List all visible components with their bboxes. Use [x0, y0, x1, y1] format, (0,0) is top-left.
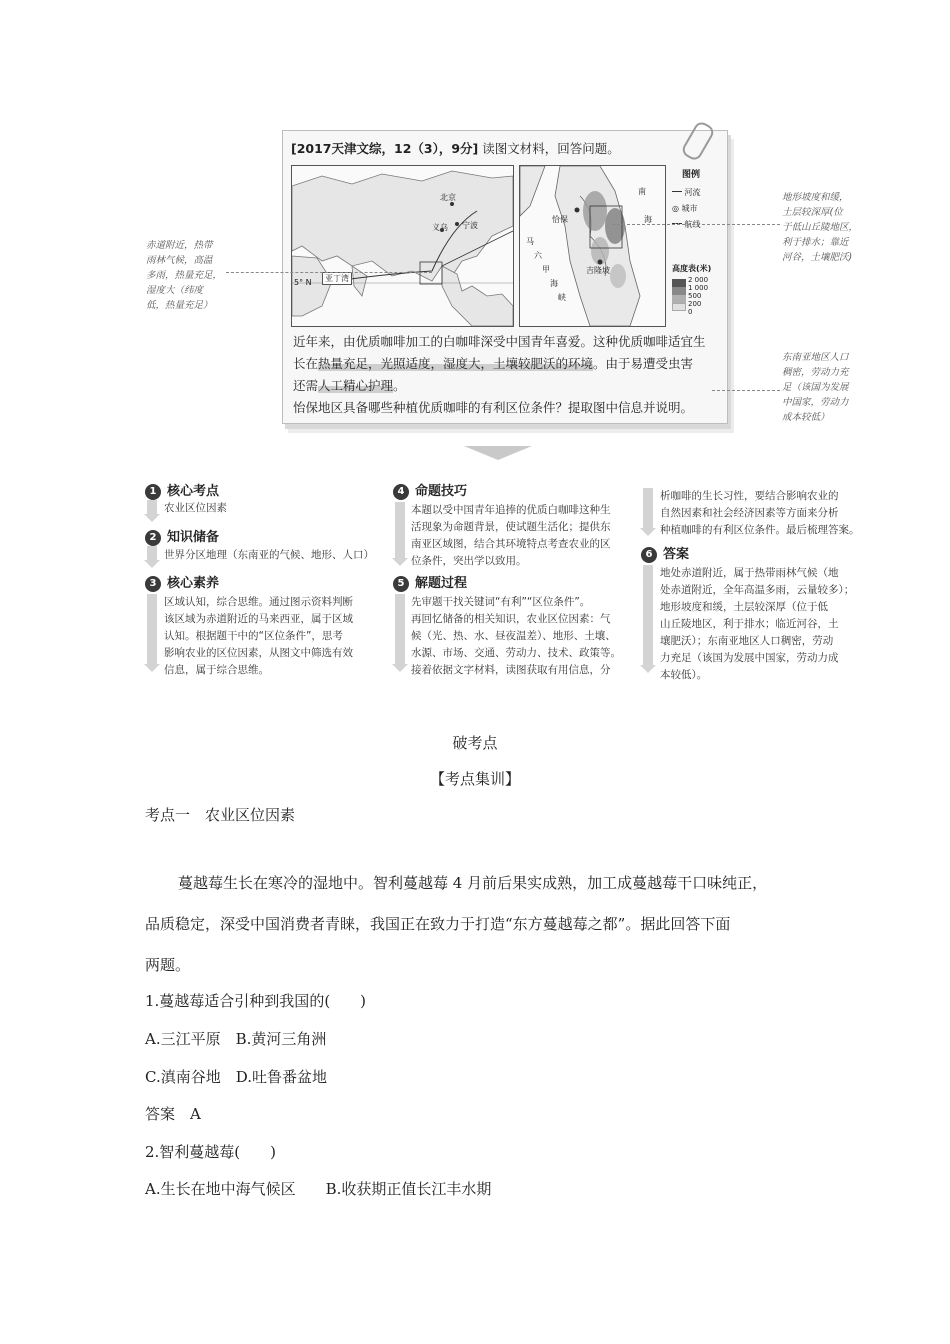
label-latitude: 5° N: [294, 278, 312, 287]
step-arrow-icon: [147, 594, 157, 664]
step-body-line: 活现象为命题背景，使试题生活化；提供东: [411, 521, 611, 533]
section-title: 破考点: [452, 734, 498, 752]
passage-line-3: 两题。: [145, 956, 191, 974]
step-body-line: 壤肥沃）；东南亚地区人口稠密，劳动: [660, 635, 834, 647]
step-2-body: [164, 547, 394, 564]
step-body-line: 认知。根据题干中的“区位条件”，思考: [164, 630, 343, 642]
material-line-2-post: 。由于易遭受虫害: [593, 356, 694, 371]
elevation-level-3: 500: [688, 292, 702, 300]
legend-title: 图例: [682, 170, 701, 180]
step-arrow-icon: [643, 488, 653, 528]
annotation-right-bottom-line: 足（该国为发展: [782, 382, 849, 393]
legend-river-label: 河流: [684, 188, 701, 197]
question-1-answer: 答案 A: [145, 1105, 201, 1123]
material-line-3-post: 。: [393, 378, 406, 393]
label-sea: 海: [644, 215, 652, 224]
step-3-body: [164, 594, 384, 679]
step-5-continued-body: [660, 488, 875, 539]
annotation-left-line: 湿度大（纬度: [146, 285, 204, 296]
step-5-title: [393, 572, 467, 592]
annotation-left: [146, 238, 242, 313]
step-2-title: [145, 526, 219, 546]
question-2-options-ab: A.生长在地中海气候区 B.收获期正值长江丰水期: [145, 1180, 492, 1198]
legend-river: [672, 187, 701, 198]
label-beijing: 北京: [440, 193, 456, 202]
annotation-left-line: 雨林气候，高温: [146, 255, 213, 266]
step-body-line: 地处赤道附近，属于热带雨林气候（地: [660, 567, 839, 579]
river-symbol-icon: [672, 191, 682, 192]
figure-question: 怡保地区具备哪些种植优质咖啡的有利区位条件？提取图中信息并说明。: [293, 400, 694, 415]
step-4-title-text: 命题技巧: [415, 484, 468, 499]
passage-line-2: 品质稳定，深受中国消费者青睐，我国正在致力于打造“东方蔓越莓之都”。据此回答下面: [145, 915, 731, 933]
step-6-title-text: 答案: [663, 547, 690, 562]
annotation-right-top-line: 河谷，土壤肥沃): [782, 252, 853, 263]
subsection-title: 【考点集训】: [429, 770, 520, 788]
step-5-body: [411, 594, 646, 679]
step-1-title-text: 核心考点: [167, 484, 220, 499]
annotation-left-line: 多雨，热量充足，: [146, 270, 223, 281]
step-5-title-text: 解题过程: [415, 576, 468, 591]
annotation-right-bottom: [782, 350, 892, 425]
elevation-swatch-1: [672, 279, 686, 287]
step-2-title-text: 知识储备: [167, 530, 220, 545]
label-ipoh: 恰保: [552, 215, 568, 224]
annotation-right-top: [782, 190, 892, 265]
step-body-line: 本较低）。: [660, 669, 708, 681]
annotation-left-connector: [226, 272, 432, 273]
legend-city-label: 城市: [681, 204, 698, 213]
step-body-line: 本题以受中国青年追捧的优质白咖啡这种生: [411, 504, 611, 516]
label-south: 南: [638, 187, 646, 196]
step-arrow-icon: [147, 546, 157, 560]
annotation-right-bottom-line: 稠密，劳动力充: [782, 367, 849, 378]
annotation-right-bottom-line: 中国家，劳动力: [782, 397, 849, 408]
step-body-line: 南亚区域图，结合其环境特点考查农业的区: [411, 538, 611, 550]
step-body-line: 再回忆储备的相关知识，农业区位因素：气: [411, 613, 611, 625]
question-1-options-ab: A.三江平原 B.黄河三角洲: [145, 1030, 327, 1048]
elevation-level-4: 200: [688, 300, 702, 308]
legend-elevation-title: 高度表(米): [672, 264, 712, 273]
annotation-left-line: 低，热量充足）: [146, 300, 213, 311]
material-line-2: [293, 353, 718, 375]
label-yiwu: 义乌: [432, 223, 448, 232]
material-line-3-highlight: 人工精心护理: [318, 378, 394, 393]
asia-map: [291, 165, 514, 327]
annotation-right-bottom-line: 东南亚地区人口: [782, 352, 849, 363]
asia-map-drawing: [292, 166, 513, 326]
step-arrow-icon: [147, 500, 157, 514]
label-strait-3: 甲: [542, 265, 550, 274]
material-line-3-pre: 还需: [293, 378, 319, 393]
step-body-line: 位条件，突出学以致用。: [411, 555, 527, 567]
step-3-title: [145, 572, 219, 592]
material-line-2-highlight: 热量充足，光照适度，湿度大，土壤较肥沃的环境: [318, 356, 594, 371]
step-body-line: 先审题干找关键词“有利”“区位条件”。: [411, 596, 591, 608]
label-strait-2: 六: [534, 251, 542, 260]
step-3-title-text: 核心素养: [167, 576, 220, 591]
figure-card: [282, 130, 728, 424]
figure-instruction: 读图文材料，回答问题。: [482, 141, 620, 156]
step-number-badge: 2: [145, 530, 161, 546]
step-arrow-icon: [643, 565, 653, 665]
step-body-line: 山丘陵地区，利于排水；临近河谷，土: [660, 618, 839, 630]
legend-route-label: 航线: [684, 220, 701, 229]
map-legend: [672, 167, 726, 327]
step-body-line: 影响农业的区位因素，从图文中筛选有效: [164, 647, 353, 659]
step-body-line: 力充足（该国为发展中国家，劳动力成: [660, 652, 839, 664]
annotation-right-bottom-line: 成本较低）: [782, 412, 830, 423]
step-body-line: 世界分区地理（东南亚的气候、地形、人口）: [164, 549, 374, 561]
label-strait-1: 马: [526, 237, 534, 246]
elevation-swatch-2: [672, 287, 686, 295]
step-body-line: 种植咖啡的有利区位条件。最后梳理答案。: [660, 524, 860, 536]
city-symbol-icon: ◎: [672, 204, 679, 213]
question-2: 2.智利蔓越莓( ): [145, 1143, 277, 1161]
step-arrow-icon: [395, 502, 405, 558]
elevation-swatch-4: [672, 303, 686, 311]
step-number-badge: 4: [393, 484, 409, 500]
question-1-options-cd: C.滇南谷地 D.吐鲁番盆地: [145, 1068, 327, 1086]
step-body-line: 析咖啡的生长习性，要结合影响农业的: [660, 490, 839, 502]
step-4-title: [393, 480, 467, 500]
annotation-right-top-line: 土层较深厚(位: [782, 207, 843, 218]
annotation-right-bottom-connector: [712, 390, 780, 391]
label-strait-4: 海: [550, 279, 558, 288]
step-6-body: [660, 565, 875, 684]
annotation-left-line: 赤道附近，热带: [146, 240, 213, 251]
figure-source: [2017天津文综，12（3），9分]: [291, 141, 479, 156]
material-line-2-pre: 长在: [293, 356, 319, 371]
question-1: 1.蔓越莓适合引种到我国的( ): [145, 992, 367, 1010]
material-line-1: 近年来，由优质咖啡加工的白咖啡深受中国青年喜爱。这种优质咖啡适宜生: [293, 334, 706, 349]
step-body-line: 处赤道附近，全年高温多雨，云量较多）；: [660, 584, 855, 596]
label-strait-5: 峡: [558, 293, 566, 302]
chevron-down-icon: [464, 446, 532, 460]
label-kuala-lumpur: 吉隆坡: [586, 266, 610, 275]
annotation-right-top-line: 利于排水；靠近: [782, 237, 849, 248]
elevation-level-5: 0: [688, 308, 693, 316]
figure-material-text: [293, 331, 718, 419]
step-body-line: 候（光、热、水、昼夜温差）、地形、土壤、: [411, 630, 616, 642]
material-line-3: [293, 375, 718, 397]
step-arrow-icon: [395, 594, 405, 664]
elevation-level-2: 1 000: [688, 284, 709, 292]
legend-city: [672, 203, 698, 214]
step-1-body: [164, 500, 384, 517]
step-1-title: [145, 480, 219, 500]
step-6-title: [641, 543, 689, 563]
elevation-level-1: 2 000: [688, 276, 709, 284]
step-body-line: 水源、市场、交通、劳动力、技术、政策等。: [411, 647, 621, 659]
label-ningbo: 宁波: [462, 221, 478, 230]
malaysia-map: [519, 165, 666, 327]
step-4-body: [411, 502, 641, 570]
step-number-badge: 1: [145, 484, 161, 500]
step-number-badge: 6: [641, 547, 657, 563]
point-title: 考点一 农业区位因素: [145, 806, 296, 824]
annotation-right-top-line: 地形坡度和缓，: [782, 192, 849, 203]
label-bay: 亚丁湾: [322, 272, 352, 285]
elevation-swatch-3: [672, 295, 686, 303]
step-body-line: 该区域为赤道附近的马来西亚，属于区域: [164, 613, 353, 625]
annotation-right-top-connector: [612, 224, 780, 225]
step-body-line: 农业区位因素: [164, 502, 227, 514]
step-body-line: 接着依据文字材料，读图获取有用信息，分: [411, 664, 611, 676]
passage-line-1: 蔓越莓生长在寒冷的湿地中。智利蔓越莓 4 月前后果实成熟，加工成蔓越莓干口味纯正，: [178, 874, 768, 892]
step-body-line: 地形坡度和缓，土层较深厚（位于低: [660, 601, 828, 613]
step-number-badge: 5: [393, 576, 409, 592]
step-body-line: 信息，属于综合思维。: [164, 664, 269, 676]
step-body-line: 区域认知，综合思维。通过图示资料判断: [164, 596, 353, 608]
step-body-line: 自然因素和社会经济因素等方面来分析: [660, 507, 839, 519]
figure-header: [291, 139, 620, 157]
step-number-badge: 3: [145, 576, 161, 592]
annotation-right-top-line: 于低山丘陵地区，: [782, 222, 859, 233]
